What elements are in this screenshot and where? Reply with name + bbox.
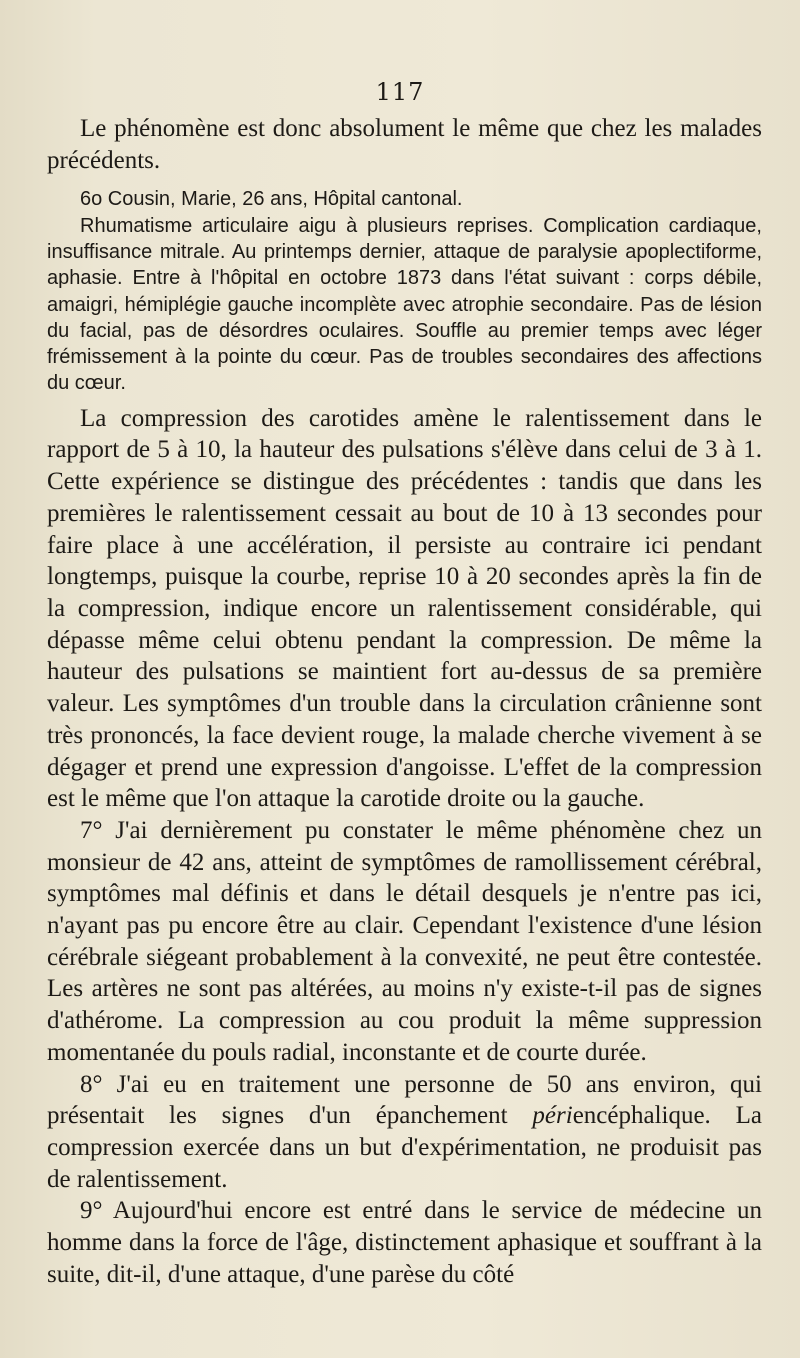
case-8-emphasis: péri xyxy=(532,1102,573,1130)
case-8-paragraph xyxy=(47,1069,762,1196)
case-6-block xyxy=(47,186,762,396)
compression-paragraph: La compression des carotides amène le ralentissement dans le rapport de 5 à 10, la hauteur des pulsations s'élève dans celui de 3 à 1. Cette expérience se distingue des précédentes : tandis que dans les premières le ralentissement cessait au bout de 10 à 13 secondes pour faire place à une accélération, il persiste au contraire ici pendant longtemps, puisque la courbe, reprise 10 à 20 secondes après la fin de la compression, indique encore un ralentissement considérable, qui dépasse même celui obtenu pendant la compression. De même la hauteur des pulsations se maintient fort au-dessus de sa première valeur. Les symptômes d'un trouble dans la circulation crânienne sont très prononcés, la face devient rouge, la malade cherche vivement à se dégager et prend une expression d'angoisse. L'effet de la compression est le même que l'on attaque la carotide droite ou la gauche. xyxy=(47,404,762,813)
case-9-paragraph: 9° Aujourd'hui encore est entré dans le service de médecine un homme dans la force de l'âge, distinctement aphasique et souffrant à la suite, dit-il, d'une attaque, d'une parèse du côté xyxy=(47,1197,762,1288)
case-8-text-end: encéphalique. La compression exercée dans un but d'expérimentation, ne produisit pas de ralentissement. xyxy=(47,1102,762,1193)
case-8-text-start: 8° J'ai eu en traitement une personne de 50 ans environ, qui présentait les signes d'un épanchement xyxy=(47,1070,762,1130)
page-number: 117 xyxy=(375,78,425,106)
page-body xyxy=(47,113,762,1290)
case-6-heading: 6o Cousin, Marie, 26 ans, Hôpital cantonal. xyxy=(80,188,463,211)
case-6-details: Rhumatisme articulaire aigu à plusieurs reprises. Complication cardiaque, insuffisance mitrale. Au printemps dernier, attaque de paralysie apoplectiforme, aphasie. Entre à l'hôpital en octobre 1873 dans l'état suivant : corps débile, amaigri, hémiplégie gauche incomplète avec atrophie secondaire. Pas de lésion du facial, pas de désordres oculaires. Souffle au premier temps avec léger frémissement à la pointe du cœur. Pas de troubles secondaires des affections du cœur. xyxy=(47,214,762,395)
case-7-paragraph: 7° J'ai dernièrement pu constater le même phénomène chez un monsieur de 42 ans, atteint de symptômes de ramollissement cérébral, symptômes mal définis et dans le détail desquels je n'entre pas ici, n'ayant pas pu encore être au clair. Cependant l'existence d'une lésion cérébrale siégeant probablement à la convexité, ne peut être contestée. Les artères ne sont pas altérées, au moins n'y existe-t-il pas de signes d'athérome. La compression au cou produit la même suppression momentanée du pouls radial, inconstante et de courte durée. xyxy=(47,816,762,1066)
intro-paragraph: Le phénomène est donc absolument le même que chez les malades précédents. xyxy=(47,115,762,174)
